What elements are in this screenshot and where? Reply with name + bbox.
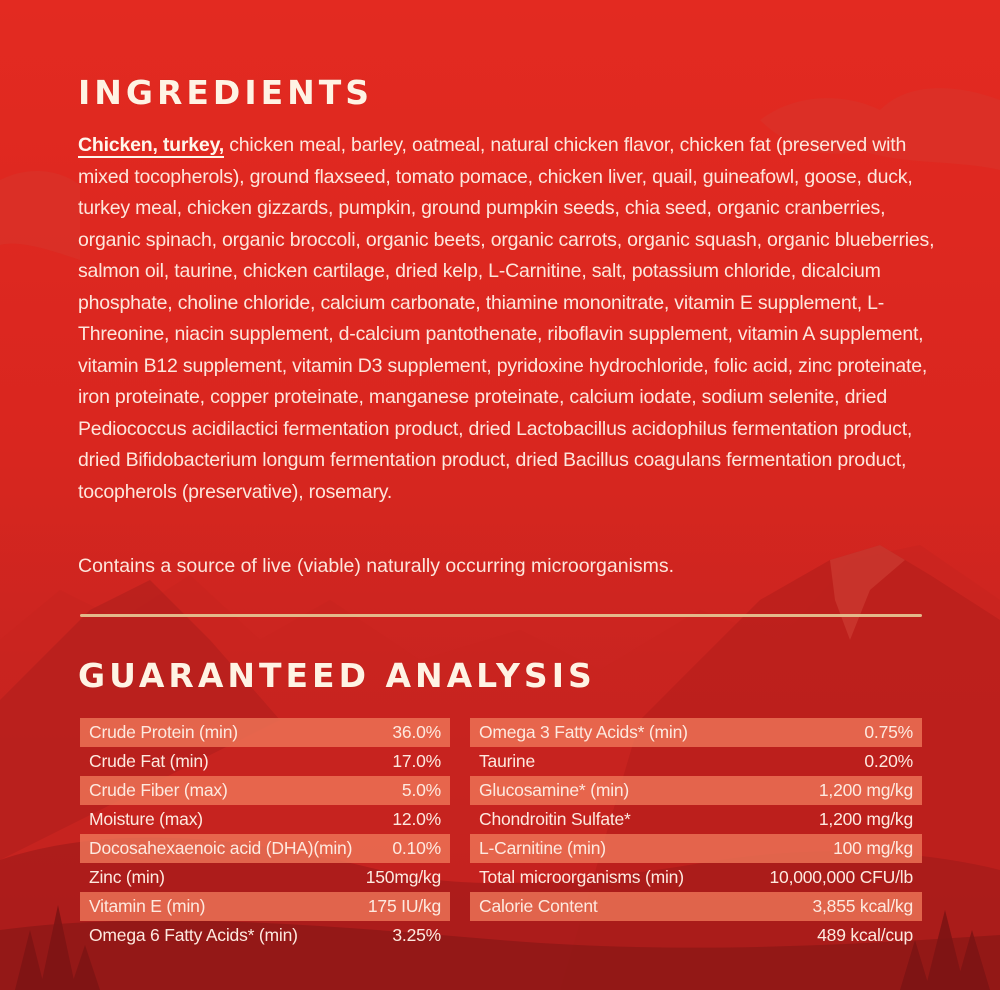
analysis-right-column: [470, 718, 922, 950]
nutrient-label: Glucosamine* (min): [479, 780, 630, 800]
nutrient-value: 0.10%: [392, 838, 441, 858]
nutrient-label: Chondroitin Sulfate*: [479, 809, 631, 829]
analysis-row: [80, 834, 450, 863]
nutrient-label: Moisture (max): [89, 809, 203, 829]
microorganisms-note: Contains a source of live (viable) naturally occurring microorganisms.: [78, 555, 675, 577]
nutrient-value: 10,000,000 CFU/lb: [769, 867, 913, 887]
nutrient-value: 175 IU/kg: [367, 896, 441, 916]
analysis-row: [470, 718, 922, 747]
nutrient-value: 1,200 mg/kg: [818, 780, 913, 800]
nutrient-label: Omega 3 Fatty Acids* (min): [479, 722, 688, 742]
nutrient-value: 100 mg/kg: [833, 838, 913, 858]
nutrient-value: 5.0%: [401, 780, 441, 800]
nutrient-value: 1,200 mg/kg: [818, 809, 913, 829]
analysis-row: [80, 747, 450, 776]
ingredients-heading: INGREDIENTS: [78, 73, 374, 112]
nutrient-label: Total microorganisms (min): [479, 867, 684, 887]
analysis-row: [470, 863, 922, 892]
nutrient-label: Crude Fat (min): [89, 751, 209, 771]
analysis-row: [470, 747, 922, 776]
analysis-row: [470, 776, 922, 805]
nutrient-value: 0.75%: [864, 722, 913, 742]
section-divider: [80, 614, 922, 617]
ingredients-list: [78, 130, 938, 508]
nutrient-label: Taurine: [479, 751, 535, 771]
nutrient-label: Zinc (min): [89, 867, 165, 887]
analysis-row: [80, 776, 450, 805]
analysis-row: [80, 863, 450, 892]
nutrient-value: 17.0%: [392, 751, 441, 771]
nutrient-label: Crude Protein (min): [89, 722, 238, 742]
analysis-row: [470, 805, 922, 834]
analysis-row: [80, 718, 450, 747]
analysis-row: [470, 892, 922, 921]
analysis-row: [80, 921, 450, 950]
nutrient-label: Crude Fiber (max): [89, 780, 228, 800]
analysis-row: [470, 834, 922, 863]
nutrient-label: Calorie Content: [479, 896, 598, 916]
nutrient-value: 0.20%: [864, 751, 913, 771]
nutrient-label: Docosahexaenoic acid (DHA)(min): [89, 838, 353, 858]
nutrient-value: 12.0%: [392, 809, 441, 829]
analysis-row: [80, 892, 450, 921]
nutrient-label: Omega 6 Fatty Acids* (min): [89, 925, 298, 945]
nutrient-label: L-Carnitine (min): [479, 838, 606, 858]
nutrient-value: 3,855 kcal/kg: [812, 896, 913, 916]
ingredients-text: chicken meal, barley, oatmeal, natural chicken flavor, chicken fat (preserved with mixed tocopherols), ground flaxseed, tomato pomace, chicken liver, quail, guineafowl, goose, duck, turkey meal, chicken gizzards, pumpkin, ground pumpkin seeds, chia seed, organic cranberries, organic spinach, organic broccoli, organic beets, organic carrots, organic squash, organic blueberries, salmon oil, taurine, chicken cartilage, dried kelp, L-Carnitine, salt, potassium chloride, dicalcium phosphate, choline chloride, calcium carbonate, thiamine mononitrate, vitamin E supplement, L-Threonine, niacin supplement, d-calcium pantothenate, riboflavin supplement, vitamin A supplement, vitamin B12 supplement, vitamin D3 supplement, pyridoxine hydrochloride, folic acid, zinc proteinate, iron proteinate, copper proteinate, manganese proteinate, calcium iodate, sodium selenite, dried Pediococcus acidilactici fermentation product, dried Lactobacillus acidophilus fermentation product, dried Bifidobacterium longum fermentation product, dried Bacillus coagulans fermentation product, tocopherols (preservative), rosemary.: [78, 134, 935, 503]
nutrient-value: 36.0%: [392, 722, 441, 742]
ingredients-lead: Chicken, turkey,: [78, 134, 224, 156]
nutrient-label: Vitamin E (min): [89, 896, 206, 916]
guaranteed-analysis-heading: GUARANTEED ANALYSIS: [78, 656, 596, 695]
analysis-row: [470, 921, 922, 950]
analysis-left-column: [80, 718, 450, 950]
analysis-row: [80, 805, 450, 834]
nutrient-value: 3.25%: [392, 925, 441, 945]
nutrient-value: 150mg/kg: [365, 867, 441, 887]
nutrient-value: 489 kcal/cup: [817, 925, 913, 945]
